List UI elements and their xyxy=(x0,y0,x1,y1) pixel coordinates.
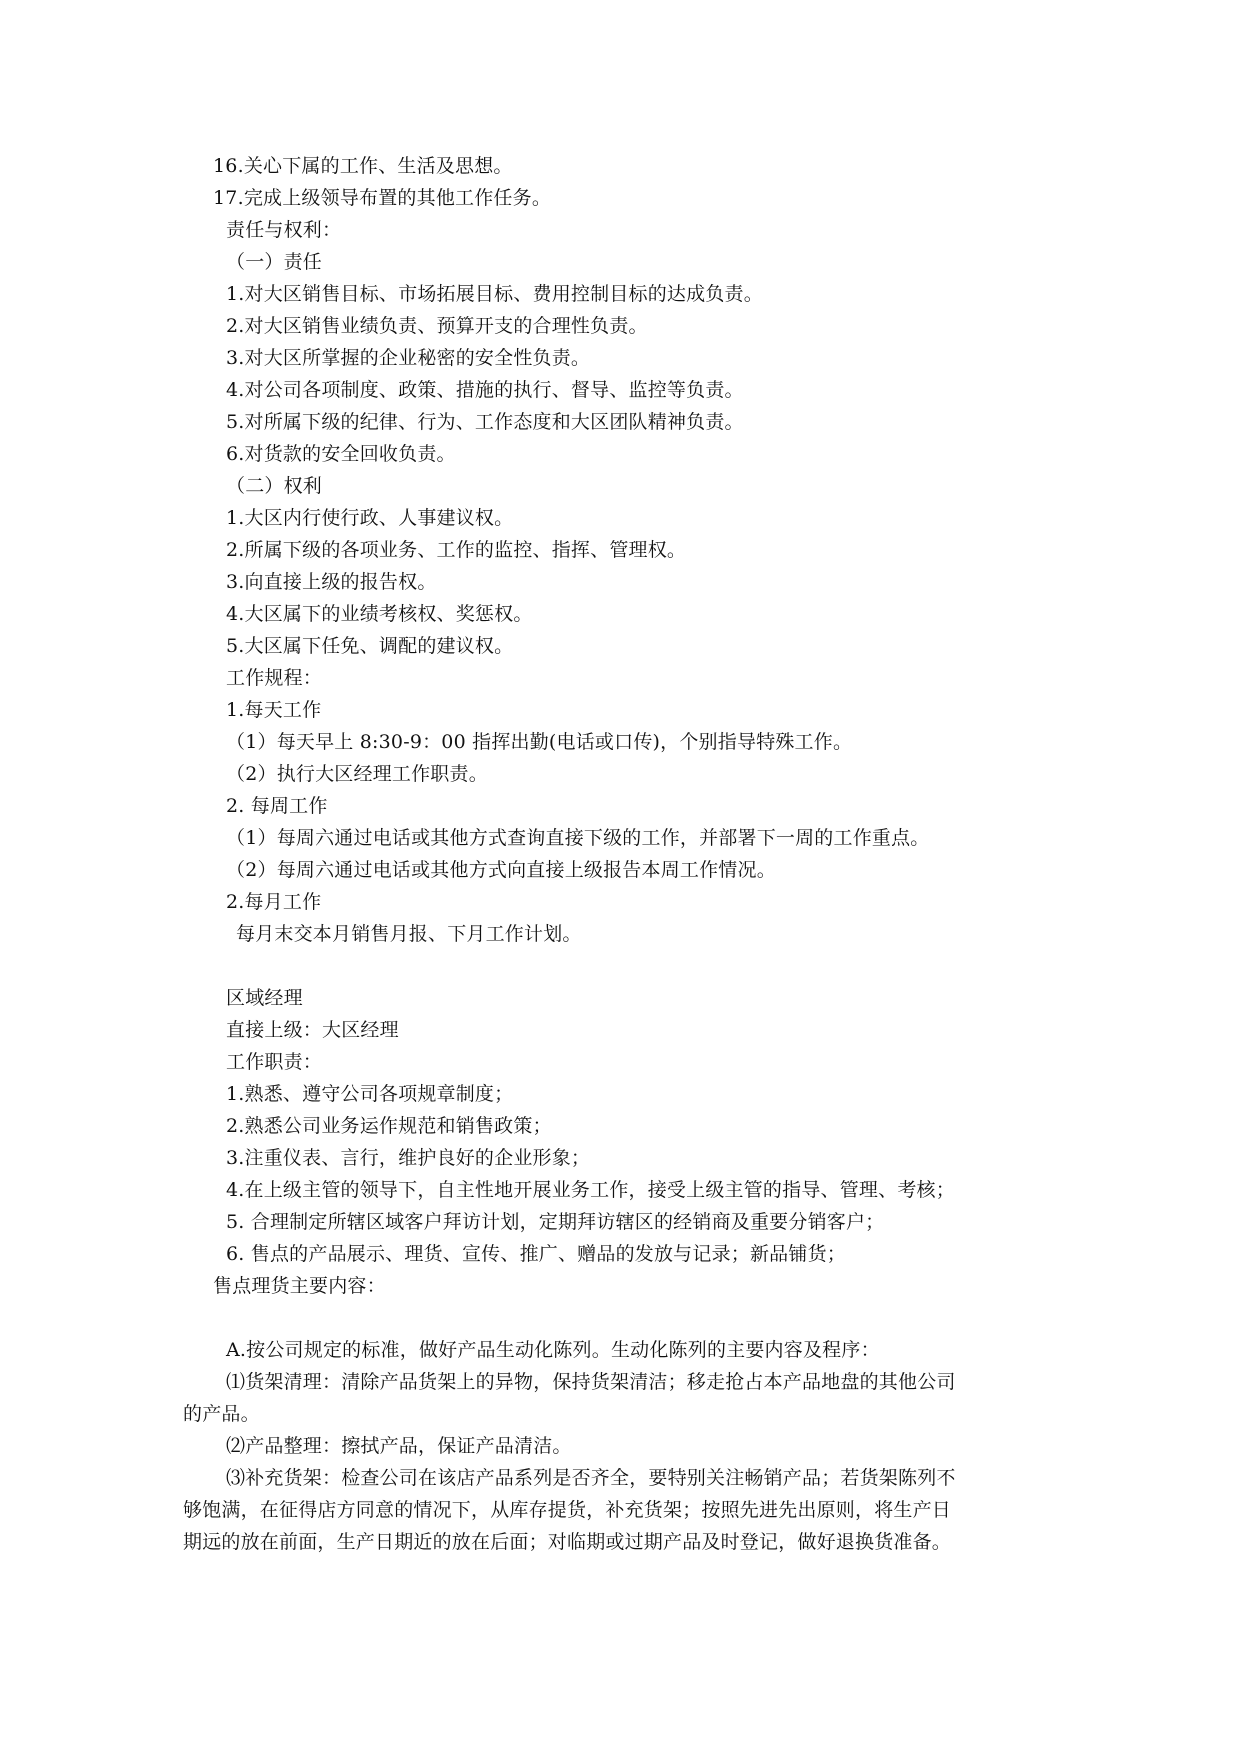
text-line: 2.对大区销售业绩负责、预算开支的合理性负责。 xyxy=(226,315,648,337)
text-line: 2.每月工作 xyxy=(226,891,322,913)
text-line: 工作规程： xyxy=(226,667,323,689)
text-line: 1.每天工作 xyxy=(226,699,322,721)
text-line: （二）权利 xyxy=(226,475,323,497)
text-line: 工作职责： xyxy=(226,1051,323,1073)
text-line: ⑵产品整理：擦拭产品，保证产品清洁。 xyxy=(226,1435,572,1457)
text-line: （2）执行大区经理工作职责。 xyxy=(226,763,488,785)
text-line: 责任与权利： xyxy=(226,219,342,241)
text-line: 的产品。 xyxy=(183,1403,260,1425)
text-line: 6. 售点的产品展示、理货、宣传、推广、赠品的发放与记录；新品铺货； xyxy=(226,1243,846,1265)
text-line: 5.对所属下级的纪律、行为、工作态度和大区团队精神负责。 xyxy=(226,411,744,433)
text-line: （1）每周六通过电话或其他方式查询直接下级的工作，并部署下一周的工作重点。 xyxy=(226,827,930,849)
text-line: 4.在上级主管的领导下，自主性地开展业务工作，接受上级主管的指导、管理、考核； xyxy=(226,1179,955,1201)
text-line: 1.熟悉、遵守公司各项规章制度； xyxy=(226,1083,514,1105)
text-line: 5. 合理制定所辖区域客户拜访计划，定期拜访辖区的经销商及重要分销客户； xyxy=(226,1211,885,1233)
text-line: 每月末交本月销售月报、下月工作计划。 xyxy=(236,923,582,945)
text-line: 1.大区内行使行政、人事建议权。 xyxy=(226,507,514,529)
text-line: 2.熟悉公司业务运作规范和销售政策； xyxy=(226,1115,552,1137)
text-line: 2.所属下级的各项业务、工作的监控、指挥、管理权。 xyxy=(226,539,687,561)
text-line: （2）每周六通过电话或其他方式向直接上级报告本周工作情况。 xyxy=(226,859,776,881)
text-line: A.按公司规定的标准，做好产品生动化陈列。生动化陈列的主要内容及程序： xyxy=(226,1339,880,1361)
text-line: 4.大区属下的业绩考核权、奖惩权。 xyxy=(226,603,533,625)
text-line: （一）责任 xyxy=(226,251,323,273)
text-line: 6.对货款的安全回收负责。 xyxy=(226,443,456,465)
text-line: 区域经理 xyxy=(226,987,303,1009)
text-line: 直接上级：大区经理 xyxy=(226,1019,399,1041)
text-line: 5.大区属下任免、调配的建议权。 xyxy=(226,635,514,657)
text-line: 3.对大区所掌握的企业秘密的安全性负责。 xyxy=(226,347,591,369)
text-line: 4.对公司各项制度、政策、措施的执行、督导、监控等负责。 xyxy=(226,379,744,401)
text-line: （1）每天早上 8:30-9：00 指挥出勤(电话或口传)，个别指导特殊工作。 xyxy=(226,731,853,753)
text-line: 3.向直接上级的报告权。 xyxy=(226,571,437,593)
text-line: ⑶补充货架：检查公司在该店产品系列是否齐全，要特别关注畅销产品；若货架陈列不 xyxy=(226,1467,956,1489)
text-line: 2. 每周工作 xyxy=(226,795,328,817)
text-line: 16.关心下属的工作、生活及思想。 xyxy=(213,155,513,177)
text-line: ⑴货架清理：清除产品货架上的异物，保持货架清洁；移走抢占本产品地盘的其他公司 xyxy=(226,1371,956,1393)
text-line: 1.对大区销售目标、市场拓展目标、费用控制目标的达成负责。 xyxy=(226,283,763,305)
text-line: 售点理货主要内容： xyxy=(213,1275,386,1297)
text-line: 期远的放在前面，生产日期近的放在后面；对临期或过期产品及时登记，做好退换货准备。 xyxy=(183,1531,952,1553)
text-line: 够饱满，在征得店方同意的情况下，从库存提货，补充货架；按照先进先出原则，将生产日 xyxy=(183,1499,952,1521)
text-line: 17.完成上级领导布置的其他工作任务。 xyxy=(213,187,552,209)
text-line: 3.注重仪表、言行，维护良好的企业形象； xyxy=(226,1147,591,1169)
